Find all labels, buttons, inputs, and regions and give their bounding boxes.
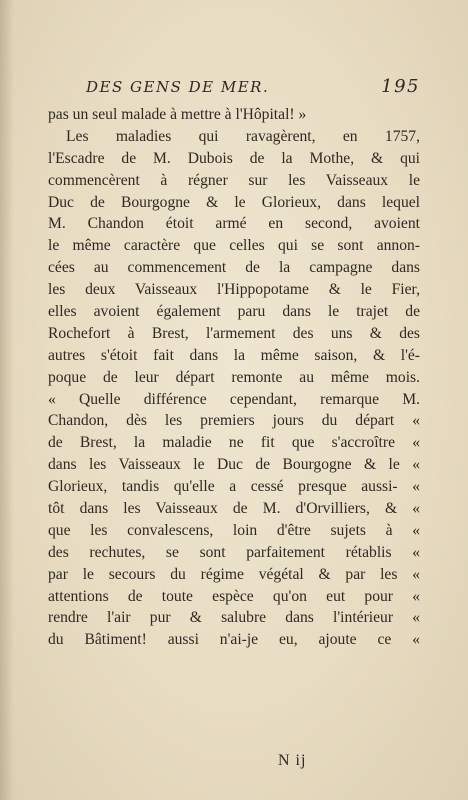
text-line: des rechutes, se sont parfaitement rétablis « [48,543,420,561]
text-line: tôt dans les Vaisseaux de M. d'Orvilliers, & « [48,500,420,518]
text-line: attentions de toute espèce qu'on eut pour « [48,587,420,605]
text-line: elles avoient également paru dans le trajet de [48,303,420,321]
text-line: autres s'étoit fait dans la même saison, & l'é- [48,346,420,364]
text-line: l'Escadre de M. Dubois de la Mothe, & qui [48,149,420,167]
text-block [48,78,420,651]
text-line: de Brest, la maladie ne fit que s'accroître « [48,434,420,452]
text-line: Rochefort à Brest, l'armement des uns & des [48,324,420,342]
text-line: Duc de Bourgogne & le Glorieux, dans lequel [48,193,420,211]
text-line: Chandon, dès les premiers jours du départ « [48,412,420,430]
text-line: « Quelle différence cependant, remarque M. [48,390,420,408]
text-line: cées au commencement de la campagne dans [48,259,420,277]
text-line: que les convalescens, loin d'être sujets à « [48,521,420,539]
signature-mark: N ij [278,752,307,769]
text-line: Glorieux, tandis qu'elle a cessé presque aussi- « [48,478,420,496]
text-line: pas un seul malade à mettre à l'Hôpital! » [48,106,307,123]
text-line: commencèrent à régner sur les Vaisseaux le [48,171,420,189]
text-line: M. Chandon étoit armé en second, avoient [48,215,420,233]
text-line: rendre l'air pur & salubre dans l'intérieur « [48,609,420,627]
text-line: poque de leur départ remonte au même mois. [48,368,420,386]
text-line: dans les Vaisseaux le Duc de Bourgogne & le « [48,456,420,474]
running-title: DES GENS DE MER. [86,78,270,96]
spine-shadow [0,0,14,800]
text-line: le même caractère que celles qui se sont annon- [48,237,420,255]
text-line: Les maladies qui ravagèrent, en 1757, [66,127,420,145]
page-number: 195 [381,76,420,97]
text-line: du Bâtiment! aussi n'ai-je eu, ajoute ce « [48,631,420,649]
text-line: les deux Vaisseaux l'Hippopotame & le Fier, [48,281,420,299]
page-header [48,78,420,104]
text-line: par le secours du régime végétal & par les « [48,565,420,583]
